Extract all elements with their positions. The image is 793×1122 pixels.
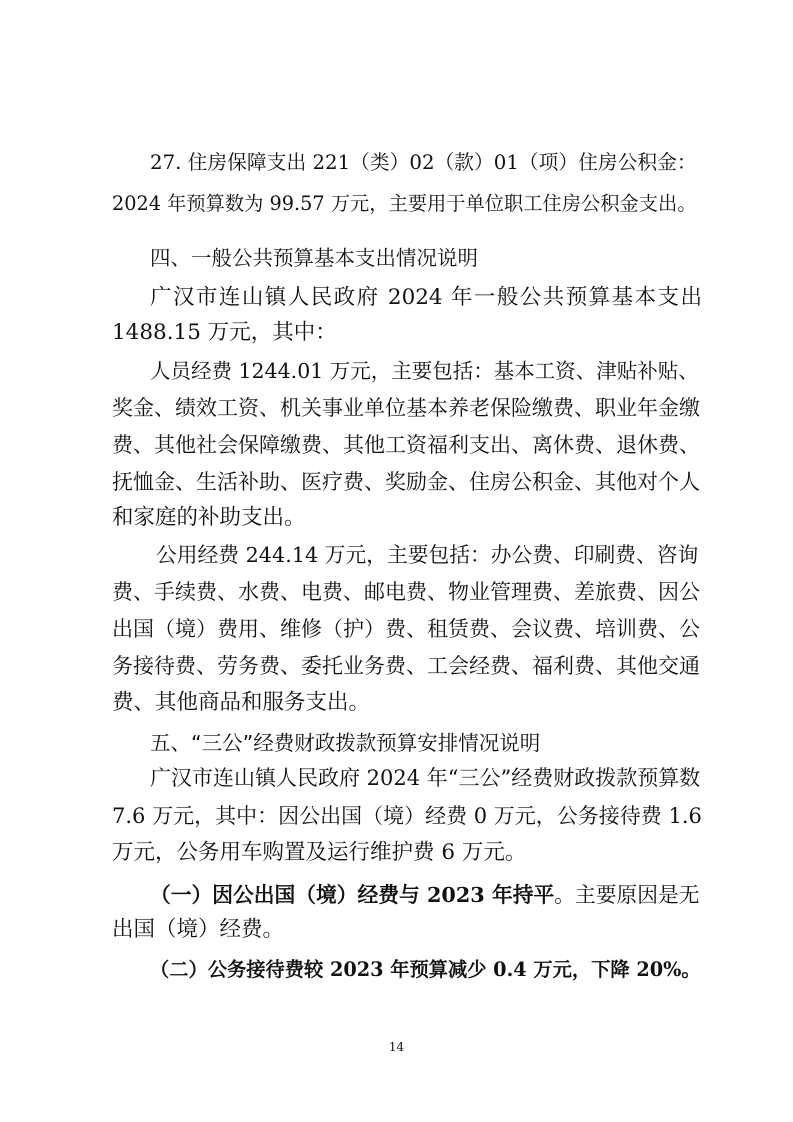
public-line4: 务接待费、劳务费、委托业务费、工会经费、福利费、其他交通 — [112, 654, 700, 678]
public-line5: 费、其他商品和服务支出。 — [112, 690, 371, 715]
public-line3: 出国（境）费用、维修（护）费、租赁费、会议费、培训费、公 — [112, 617, 700, 641]
section4-intro-line1: 广汉市连山镇人民政府 2024 年一般公共预算基本支出 — [150, 285, 702, 310]
section5-intro-line2: 7.6 万元，其中：因公出国（境）经费 0 万元，公务接待费 1.6 — [112, 804, 702, 828]
personnel-line1: 人员经费 1244.01 万元，主要包括：基本工资、津贴补贴、 — [150, 359, 699, 383]
item27-line2: 2024 年预算数为 99.57 万元，主要用于单位职工住房公积金支出。 — [112, 192, 697, 215]
section5-heading: 五、“三公”经费财政拨款预算安排情况说明 — [150, 731, 541, 755]
section4-intro-line2: 1488.15 万元，其中： — [112, 320, 337, 345]
subsection1-title: （一）因公出国（境）经费与 2023 年持平 — [150, 883, 555, 907]
page-number: 14 — [388, 1040, 405, 1054]
section5-intro-line3: 万元，公务用车购置及运行维护费 6 万元。 — [112, 840, 527, 865]
item27-line1: 27. 住房保障支出 221（类）02（款）01（项）住房公积金： — [150, 151, 697, 174]
personnel-line4: 抚恤金、生活补助、医疗费、奖励金、住房公积金、其他对个人 — [112, 470, 700, 494]
public-line1: 公用经费 244.14 万元，主要包括：办公费、印刷费、咨询 — [156, 543, 699, 567]
subsection1-line1 — [150, 880, 702, 910]
personnel-line2: 奖金、绩效工资、机关事业单位基本养老保险缴费、职业年金缴 — [112, 396, 700, 420]
subsection1-line2: 出国（境）经费。 — [112, 917, 285, 942]
section4-heading: 四、一般公共预算基本支出情况说明 — [150, 246, 478, 270]
subsection2-line: （二）公务接待费较 2023 年预算减少 0.4 万元，下降 20%。 — [150, 958, 701, 981]
public-line2: 费、手续费、水费、电费、邮电费、物业管理费、差旅费、因公 — [112, 580, 700, 604]
subsection1-reason: 。主要原因是无 — [554, 883, 700, 907]
personnel-line3: 费、其他社会保障缴费、其他工资福利支出、离休费、退休费、 — [112, 433, 700, 457]
section5-intro-line1: 广汉市连山镇人民政府 2024 年“三公”经费财政拨款预算数 — [150, 766, 701, 790]
personnel-line5: 和家庭的补助支出。 — [112, 505, 306, 530]
